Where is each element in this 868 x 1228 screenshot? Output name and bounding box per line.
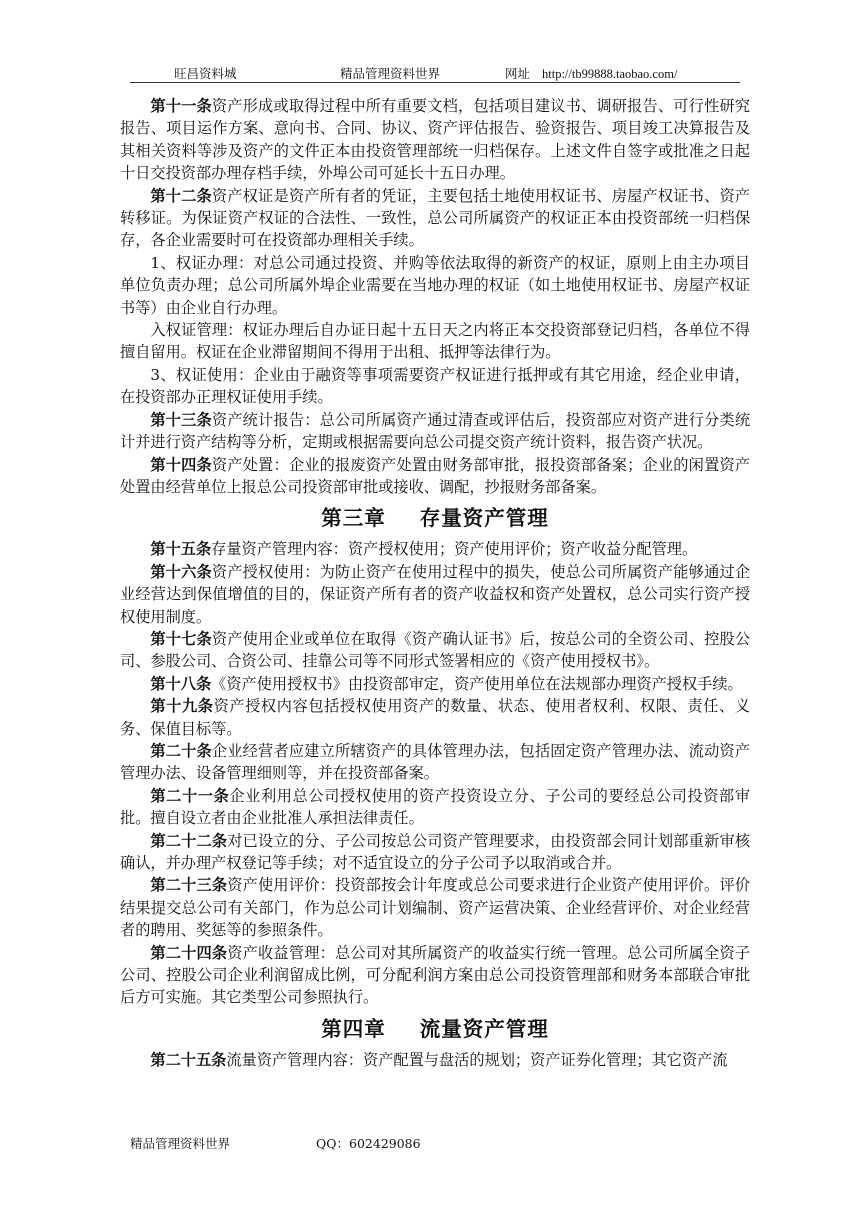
header-site-slogan: 精品管理资料世界 <box>340 66 441 81</box>
article-lead: 第二十五条 <box>150 1050 227 1069</box>
article-24 <box>120 942 750 1009</box>
chapter-title: 存量资产管理 <box>419 506 549 531</box>
article-text: 《资产使用授权书》由投资部审定，资产使用单位在法规部办理资产授权手续。 <box>211 674 743 693</box>
page-footer <box>130 1134 421 1152</box>
clause-2 <box>120 319 750 364</box>
article-lead: 第十四条 <box>150 455 212 474</box>
footer-site-slogan: 精品管理资料世界 <box>130 1136 231 1151</box>
clause-text: 入权证管理：权证办理后自办证日起十五日天之内将正本交投资部登记归档，各单位不得擅自留用。权证在企业滞留期间不得用于出租、抵押等法律行为。 <box>120 321 750 362</box>
article-lead: 第十六条 <box>150 562 212 581</box>
section-1 <box>120 95 750 498</box>
clause-3 <box>120 364 750 409</box>
article-text: 资产权证是资产所有者的凭证，主要包括土地使用权证书、房屋产权证书、资产转移证。为保证资产权证的合法性、一致性，总公司所属资产的权证正本由投资部统一归档保存，各企业需要时可在投资部办理相关手续。 <box>120 186 751 250</box>
document-body <box>120 95 750 1071</box>
article-19 <box>120 695 750 740</box>
article-13 <box>120 409 750 454</box>
article-text: 资产使用企业或单位在取得《资产确认证书》后，按总公司的全资公司、控股公司、参股公司、合资公司、挂靠公司等不同形式签署相应的《资产使用授权书》。 <box>120 629 751 671</box>
article-lead: 第十八条 <box>150 674 212 693</box>
article-25 <box>120 1049 750 1071</box>
article-11 <box>120 95 750 185</box>
article-lead: 第二十二条 <box>150 831 228 850</box>
article-text: 企业利用总公司授权使用的资产投资设立分、子公司的要经总公司投资部审批。擅自设立者由企业批准人承担法律责任。 <box>120 786 751 828</box>
article-22 <box>120 830 750 875</box>
article-text: 资产授权内容包括授权使用资产的数量、状态、使用者权利、权限、责任、义务、保值目标等。 <box>120 697 751 738</box>
header-url-link[interactable]: http://tb99888.taobao.com/ <box>542 67 678 81</box>
clause-text: 3、权证使用：企业由于融资等事项需要资产权证进行抵押或有其它用途，经企业申请，在投资部办正理权证使用手续。 <box>120 365 750 407</box>
page-header <box>130 60 740 83</box>
article-lead: 第十三条 <box>150 410 212 429</box>
header-site-name: 旺昌资料城 <box>174 66 237 81</box>
article-14 <box>120 454 750 499</box>
chapter-number: 第四章 <box>321 1016 386 1041</box>
article-18 <box>120 673 750 695</box>
article-lead: 第二十四条 <box>150 943 228 962</box>
article-17 <box>120 628 750 673</box>
chapter-4-heading <box>120 1014 750 1044</box>
article-lead: 第十一条 <box>150 97 212 115</box>
article-text: 存量资产管理内容：资产授权使用；资产使用评价；资产收益分配管理。 <box>211 540 698 559</box>
article-lead: 第十七条 <box>150 629 212 648</box>
clause-1 <box>120 252 750 319</box>
article-text: 流量资产管理内容：资产配置与盘活的规划；资产证券化管理；其它资产流 <box>226 1050 728 1069</box>
section-3 <box>120 1049 750 1071</box>
article-text: 资产收益管理：总公司对其所属资产的收益实行统一管理。总公司所属全资子公司、控股公司企业利润留成比例，可分配利润方案由总公司投资管理部和财务本部联合审批后方可实施。其它类型公司参照执行。 <box>120 943 751 1007</box>
chapter-title: 流量资产管理 <box>419 1016 549 1041</box>
article-lead: 第二十三条 <box>150 876 228 895</box>
article-lead: 第十二条 <box>150 186 212 205</box>
article-15 <box>120 538 750 560</box>
clause-text: 1、权证办理：对总公司通过投资、并购等依法取得的新资产的权证，原则上由主办项目单位负责办理；总公司所属外埠企业需要在当地办理的权证（如土地使用权证书、房屋产权证书等）由企业自行办理。 <box>120 253 750 317</box>
article-lead: 第二十一条 <box>150 786 230 805</box>
article-text: 资产授权使用：为防止资产在使用过程中的损失，使总公司所属资产能够通过企业经营达到保值增值的目的，保证资产所有者的资产收益权和资产处置权，总公司实行资产授权使用制度。 <box>120 562 751 626</box>
article-12 <box>120 185 750 252</box>
article-text: 企业经营者应建立所辖资产的具体管理办法，包括固定资产管理办法、流动资产管理办法、设备管理细则等，并在投资部备案。 <box>120 741 751 783</box>
article-lead: 第十五条 <box>150 540 212 559</box>
article-23 <box>120 874 750 941</box>
header-url-block <box>505 64 677 82</box>
header-url-label: 网址 <box>505 66 531 81</box>
chapter-3-heading <box>120 503 750 533</box>
chapter-number: 第三章 <box>321 506 386 531</box>
article-text: 资产处置：企业的报废资产处置由财务部审批，报投资部备案；企业的闲置资产处置由经营单位上报总公司投资部审批或接收、调配，抄报财务部备案。 <box>120 455 751 496</box>
article-text: 对已设立的分、子公司按总公司资产管理要求，由投资部会同计划部重新审核确认，并办理产权登记等手续；对不适宜设立的分子公司予以取消或合并。 <box>120 831 751 872</box>
article-text: 资产使用评价：投资部按会计年度或总公司要求进行企业资产使用评价。评价结果提交总公司有关部门，作为总公司计划编制、资产运营决策、企业经营评价、对企业经营者的聘用、奖惩等的参照条件。 <box>120 876 751 940</box>
article-21 <box>120 785 750 830</box>
article-text: 资产统计报告：总公司所属资产通过清查或评估后，投资部应对资产进行分类统计并进行资产结构等分析，定期或根据需要向总公司提交资产统计资料，报告资产状况。 <box>120 410 751 452</box>
article-16 <box>120 561 750 628</box>
article-20 <box>120 740 750 785</box>
article-lead: 第二十条 <box>150 741 212 760</box>
footer-qq: QQ：602429086 <box>316 1136 421 1151</box>
article-text: 资产形成或取得过程中所有重要文档，包括项目建议书、调研报告、可行性研究报告、项目运作方案、意向书、合同、协议、资产评估报告、验资报告、项目竣工决算报告及其相关资料等涉及资产的文件正本由投资管理部统一归档保存。上述文件自签字或批准之日起十日交投资部办理存档手续，外埠公司可延长十五日办理。 <box>120 97 751 183</box>
section-2 <box>120 538 750 1009</box>
article-lead: 第十九条 <box>150 697 214 716</box>
